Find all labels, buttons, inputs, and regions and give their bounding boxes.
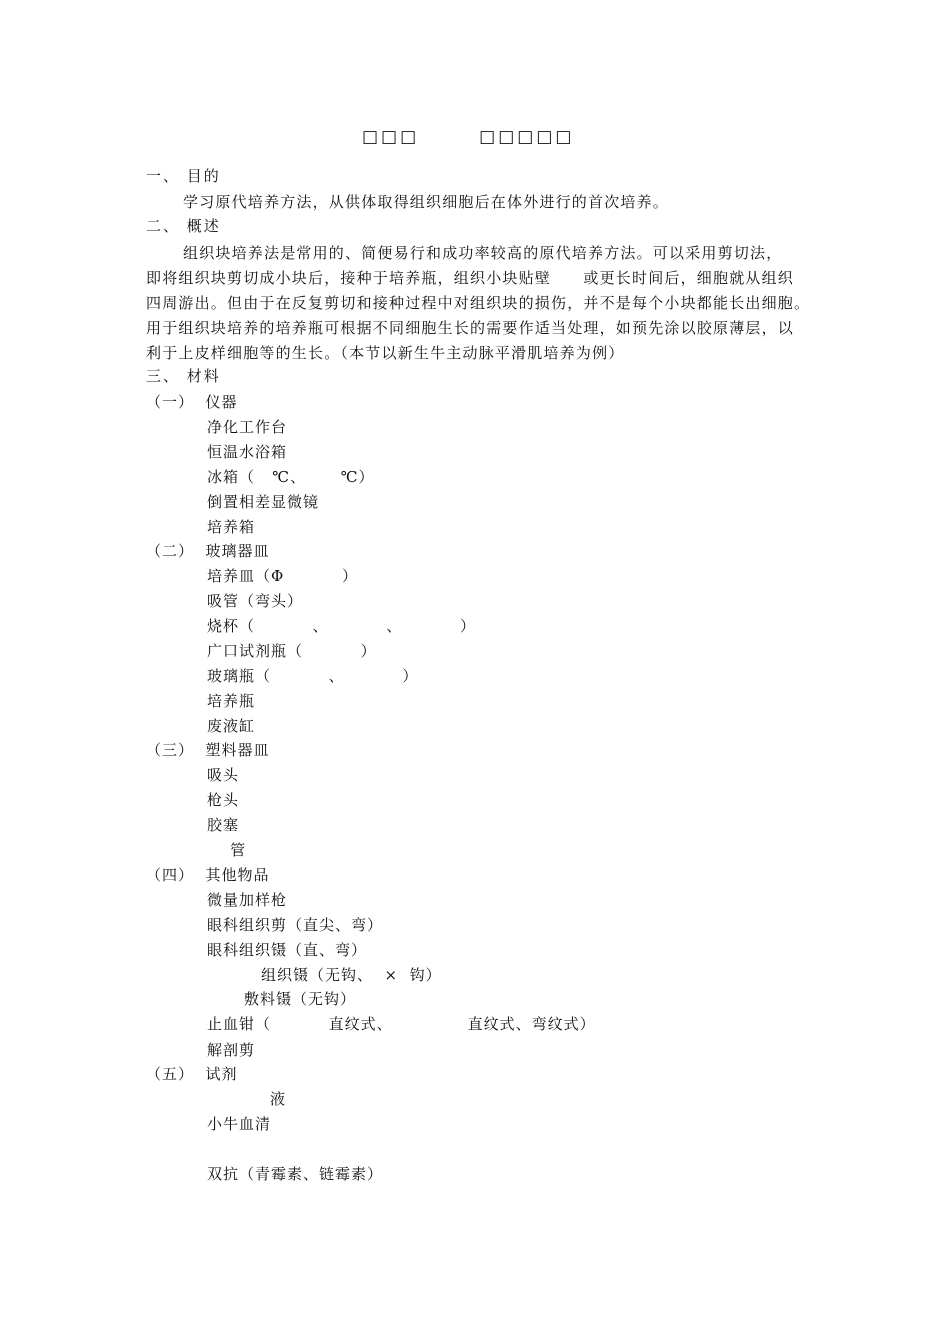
list-item: 眼科组织镊（直、弯） (207, 941, 368, 959)
subsection-other-items: （四） 其他物品 (146, 866, 270, 884)
list-item: 小牛血清 (207, 1115, 272, 1133)
list-item: 胶塞 (207, 816, 240, 834)
list-item: 止血钳（ 直纹式、 直纹式、弯纹式） (207, 1015, 596, 1033)
section-heading-overview: 二、 概述 (146, 217, 221, 235)
list-item: 液 (270, 1090, 287, 1108)
overview-line-3: 四周游出。但由于在反复剪切和接种过程中对组织块的损伤，并不是每个小块都能长出细胞。 (146, 294, 811, 312)
list-item: 广口试剂瓶（ ） (207, 642, 377, 660)
overview-line-2: 即将组织块剪切成小块后，接种于培养瓶，组织小块贴壁 或更长时间后，细胞就从组织 (146, 269, 795, 287)
list-item: 冰箱（ ℃、 ℃） (207, 468, 375, 486)
list-item: 枪头 (207, 791, 240, 809)
list-item: 管 (207, 841, 247, 859)
overview-line-1: 组织块培养法是常用的、简便易行和成功率较高的原代培养方法。可以采用剪切法， (183, 244, 783, 262)
section-heading-purpose: 一、 目的 (146, 167, 221, 185)
list-item: 培养皿（Φ ） (207, 567, 358, 585)
subsection-glassware: （二） 玻璃器皿 (146, 542, 270, 560)
overview-line-4: 用于组织块培养的培养瓶可根据不同细胞生长的需要作适当处理，如预先涂以胶原薄层，以 (146, 319, 795, 337)
list-item: 净化工作台 (207, 418, 288, 436)
list-item: 敷料镊（无钩） (244, 990, 357, 1008)
list-item: 吸管（弯头） (207, 592, 304, 610)
subsection-reagents: （五） 试剂 (146, 1065, 238, 1083)
list-item: 培养箱 (207, 518, 256, 536)
overview-line-5: 利于上皮样细胞等的生长。（本节以新生牛主动脉平滑肌培养为例） (146, 344, 625, 362)
list-item: 玻璃瓶（ 、 ） (207, 667, 419, 685)
list-item: 废液缸 (207, 717, 256, 735)
list-item: 双抗（青霉素、链霉素） (207, 1165, 384, 1183)
purpose-text: 学习原代培养方法，从供体取得组织细胞后在体外进行的首次培养。 (183, 193, 670, 211)
list-item: 微量加样枪 (207, 891, 288, 909)
subsection-plasticware: （三） 塑料器皿 (146, 741, 270, 759)
list-item: 吸头 (207, 766, 240, 784)
list-item: 恒温水浴箱 (207, 443, 288, 461)
list-item: 烧杯（ 、 、 ） (207, 617, 477, 635)
list-item: 眼科组织剪（直尖、弯） (207, 916, 384, 934)
list-item: 解剖剪 (207, 1041, 256, 1059)
list-item: 倒置相差显微镜 (207, 493, 320, 511)
section-heading-materials: 三、 材料 (146, 367, 221, 385)
subsection-instruments: （一） 仪器 (146, 393, 238, 411)
list-item: 组织镊（无钩、 × 钩） (261, 966, 442, 984)
list-item: 培养瓶 (207, 692, 256, 710)
page-title: □□□ □□□□□ (362, 127, 575, 147)
